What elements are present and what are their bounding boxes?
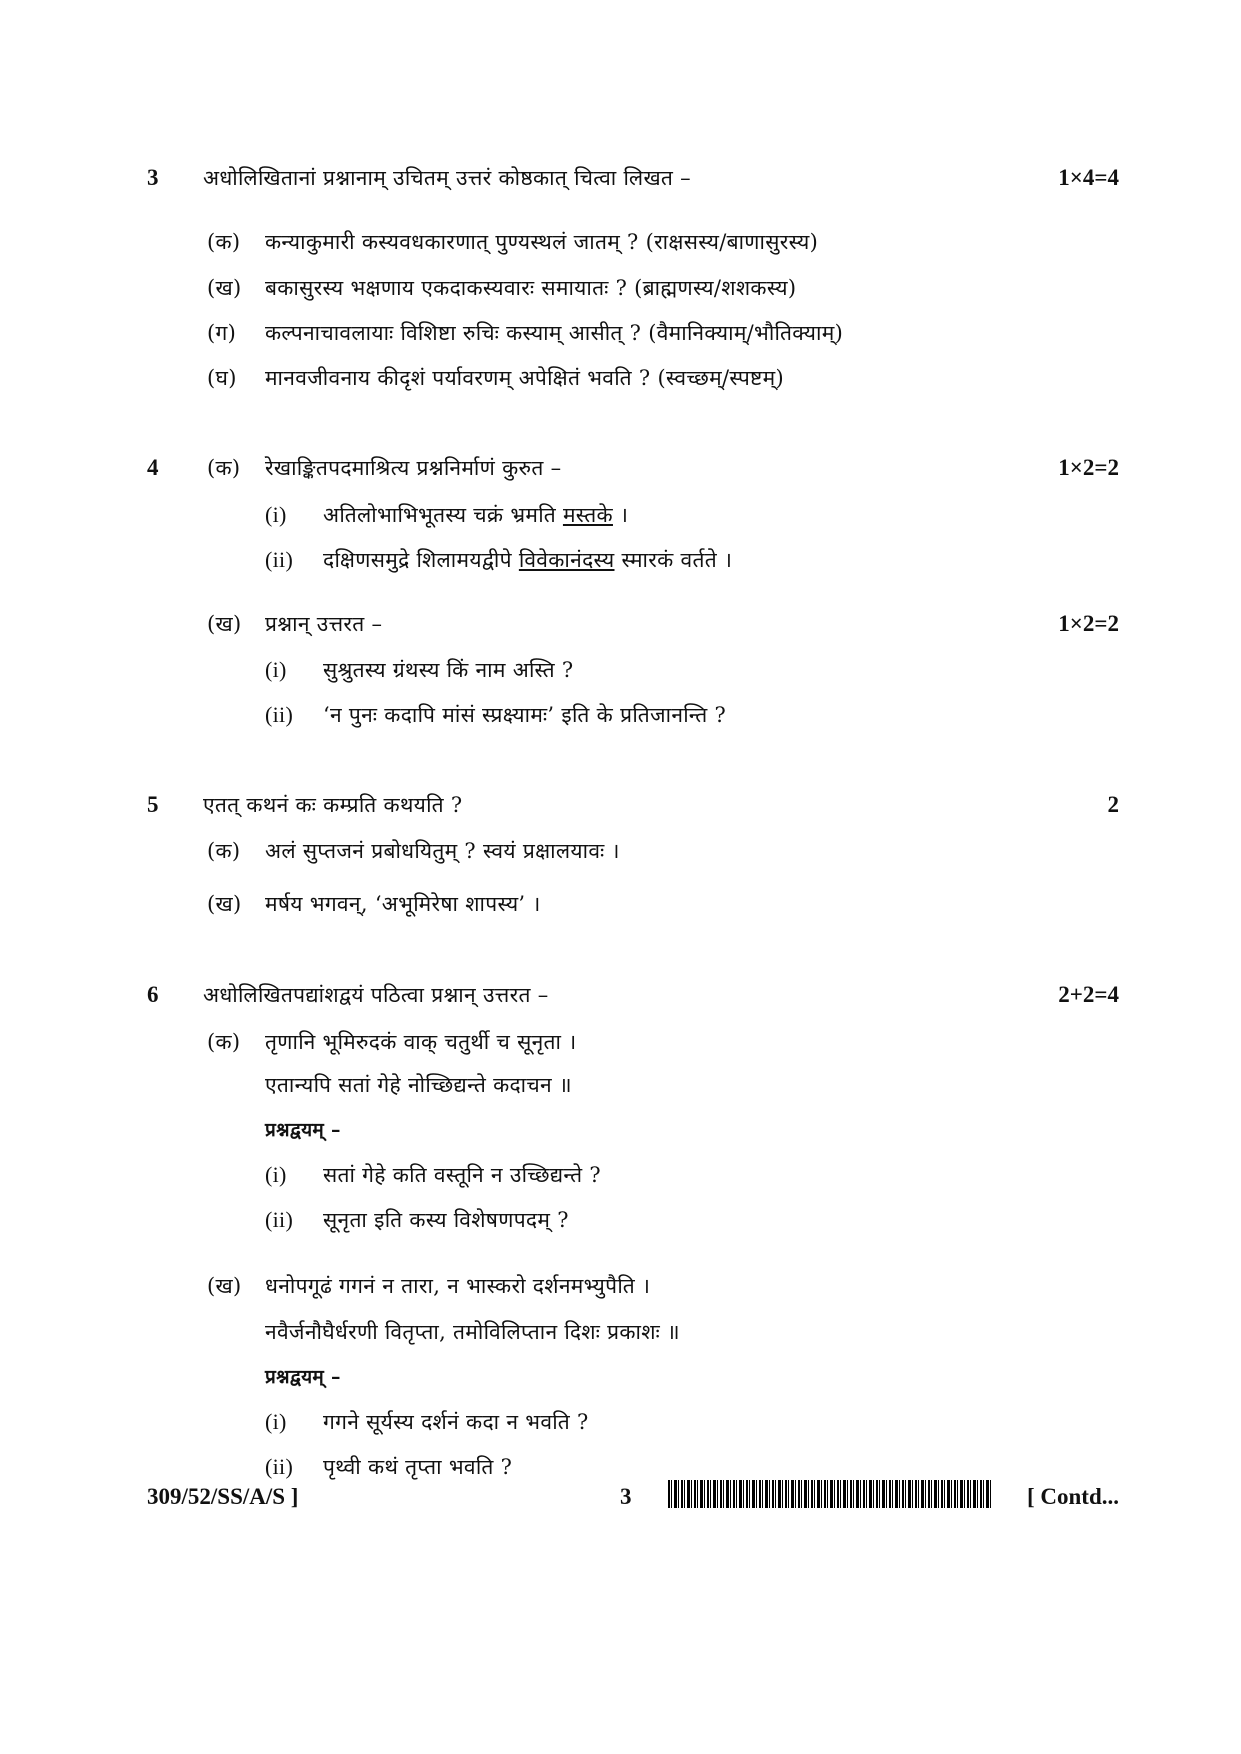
- q4-number: 4: [147, 455, 159, 480]
- item-text: कन्याकुमारी कस्यवधकारणात् पुण्यस्थलं जातम् ? (राक्षसस्य/बाणासुरस्य): [265, 230, 819, 254]
- q4a-item: [265, 501, 628, 529]
- q3-number: 3: [147, 165, 159, 190]
- item-text: अतिलोभाभिभूतस्य चक्रं भ्रमति: [323, 503, 563, 527]
- q4b-instruction: [207, 610, 382, 638]
- item-label: (i): [265, 502, 287, 527]
- q4b-item: [265, 656, 573, 684]
- item-text: दक्षिणसमुद्रे शिलामयद्वीपे: [323, 548, 519, 572]
- page-number: 3: [620, 1484, 632, 1509]
- item-text: अलं सुप्तजनं प्रबोधयितुम् ? स्वयं प्रक्षालयावः ।: [265, 839, 620, 863]
- item-label: (i): [265, 657, 287, 682]
- q5-marks: 2: [1107, 792, 1119, 817]
- item-label: (i): [265, 1409, 287, 1434]
- item-text: कल्पनाचावलायाः विशिष्टा रुचिः कस्याम् आसीत् ? (वैमानिक्याम्/भौतिक्याम्): [265, 321, 844, 345]
- q3-item: [207, 274, 796, 302]
- q6b-item: [265, 1408, 589, 1436]
- verse-text: धनोपगूढं गगनं न तारा, न भास्करो दर्शनमभ्युपैति ।: [265, 1274, 651, 1298]
- item-label: (ii): [265, 1454, 294, 1479]
- q6b-item: [265, 1453, 512, 1481]
- q4a-item: [265, 546, 732, 574]
- q4b-marks: 1×2=2: [1058, 611, 1119, 636]
- underlined-word: मस्तके: [562, 503, 613, 527]
- q5-instruction: एतत् कथनं कः कम्प्रति कथयति ?: [203, 793, 463, 817]
- item-label: (i): [265, 1162, 287, 1187]
- item-text: ‘न पुनः कदापि मांसं स्प्रक्ष्यामः’ इति के प्रतिजानन्ति ?: [323, 703, 727, 727]
- q4a-marks: 1×2=2: [1058, 455, 1119, 480]
- item-text: सुश्रुतस्य ग्रंथस्य किं नाम अस्ति ?: [323, 658, 574, 682]
- q6b-verse-line: नवैर्जनौघैर्धरणी वितृप्ता, तमोविलिप्तान दिशः प्रकाशः ॥: [265, 1320, 680, 1344]
- item-text: पृथ्वी कथं तृप्ता भवति ?: [323, 1455, 513, 1479]
- item-label: (ख): [207, 276, 242, 300]
- item-label: (क): [207, 839, 241, 863]
- item-label: (क): [207, 230, 241, 254]
- item-text-end: ।: [612, 503, 629, 527]
- q4b-item: [265, 701, 726, 729]
- q3-item: [207, 319, 843, 347]
- item-text: सतां गेहे कति वस्तूनि न उच्छिद्यन्ते ?: [323, 1163, 601, 1187]
- q3-item: [207, 364, 784, 392]
- q5-number: 5: [147, 792, 159, 817]
- item-label: (ii): [265, 702, 294, 727]
- item-text: बकासुरस्य भक्षणाय एकदाकस्यवारः समायातः ? (ब्राह्मणस्य/शशकस्य): [265, 276, 797, 300]
- instruction-text: रेखाङ्कितपदमाश्रित्य प्रश्ननिर्माणं कुरुत –: [265, 456, 562, 480]
- paper-code: 309/52/SS/A/S ]: [147, 1484, 299, 1509]
- q3-instruction: अधोलिखितानां प्रश्नानाम् उचितम् उत्तरं कोष्ठकात् चित्वा लिखत –: [203, 166, 691, 190]
- section-label: (ख): [207, 1274, 242, 1298]
- q6a-heading: प्रश्नद्वयम् –: [265, 1119, 341, 1141]
- item-label: (ख): [207, 892, 242, 916]
- item-label: (ii): [265, 547, 294, 572]
- item-text-end: स्मारकं वर्तते ।: [614, 548, 733, 572]
- q6a-verse-line: [207, 1028, 577, 1056]
- q6a-item: [265, 1161, 601, 1189]
- q3-marks: 1×4=4: [1058, 165, 1119, 190]
- q6-instruction: अधोलिखितपद्यांशद्वयं पठित्वा प्रश्नान् उत्तरत –: [203, 983, 549, 1007]
- q6a-verse-line: एतान्यपि सतां गेहे नोच्छिद्यन्ते कदाचन ॥: [265, 1073, 572, 1097]
- verse-text: तृणानि भूमिरुदकं वाक् चतुर्थी च सूनृता ।: [265, 1030, 577, 1054]
- q6-marks: 2+2=4: [1058, 982, 1119, 1007]
- section-label: (क): [207, 1030, 241, 1054]
- item-text: सूनृता इति कस्य विशेषणपदम् ?: [323, 1208, 569, 1232]
- barcode: [668, 1480, 992, 1508]
- q5-item: [207, 837, 620, 865]
- q4a-instruction: [207, 454, 561, 482]
- q6b-heading: प्रश्नद्वयम् –: [265, 1366, 341, 1388]
- q6a-item: [265, 1206, 569, 1234]
- q3-item: [207, 228, 818, 256]
- q5-item: [207, 890, 541, 918]
- section-label: (ख): [207, 612, 242, 636]
- underlined-word: विवेकानंदस्य: [518, 548, 615, 572]
- item-label: (ii): [265, 1207, 294, 1232]
- q6-number: 6: [147, 982, 159, 1007]
- contd-label: [ Contd...: [1026, 1484, 1119, 1509]
- item-text: मर्षय भगवन्, ‘अभूमिरेषा शापस्य’ ।: [265, 892, 541, 916]
- section-label: (क): [207, 456, 241, 480]
- item-label: (घ): [207, 366, 237, 390]
- instruction-text: प्रश्नान् उत्तरत –: [265, 612, 383, 636]
- item-label: (ग): [207, 321, 237, 345]
- q6b-verse-line: [207, 1272, 650, 1300]
- item-text: मानवजीवनाय कीदृशं पर्यावरणम् अपेक्षितं भवति ? (स्वच्छम्/स्पष्टम्): [265, 366, 784, 390]
- item-text: गगने सूर्यस्य दर्शनं कदा न भवति ?: [323, 1410, 589, 1434]
